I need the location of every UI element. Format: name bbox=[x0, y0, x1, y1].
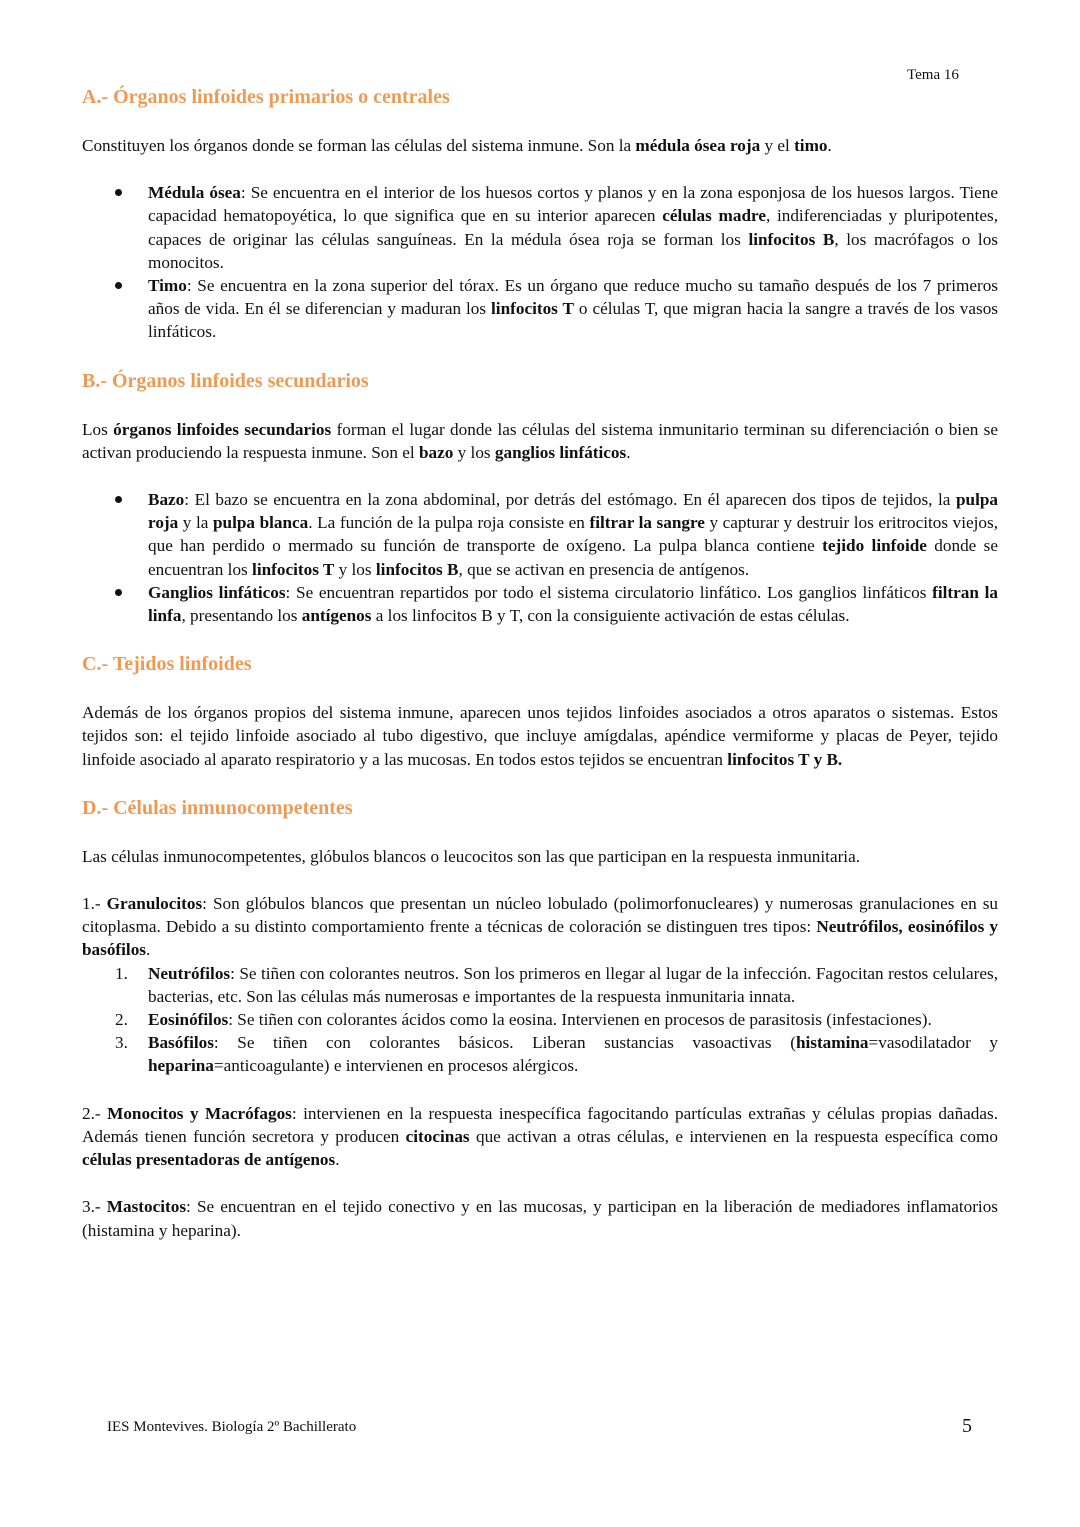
list-item-bazo bbox=[82, 488, 998, 581]
text-run: : Se encuentran en el tejido conectivo y en las mucosas, y participan en la liberación de mediadores inflamatorios (histamina y heparina). bbox=[82, 1197, 998, 1240]
text-run: =anticoagulante) e intervienen en procesos alérgicos. bbox=[213, 1056, 579, 1076]
list-item-ganglios bbox=[82, 581, 998, 627]
section-c-title: C.- Tejidos linfoides bbox=[82, 653, 252, 676]
text-run: donde se encuentran los bbox=[148, 536, 998, 579]
bold-text: linfocitos T y B. bbox=[727, 749, 843, 769]
text-run: 3.- bbox=[82, 1197, 107, 1217]
text-run: y la bbox=[178, 513, 213, 533]
text-run: Los bbox=[82, 419, 114, 439]
text-run: , presentando los bbox=[181, 606, 302, 626]
item-text bbox=[148, 1033, 998, 1075]
text-run: , los macrófagos o los monocitos. bbox=[148, 229, 998, 272]
section-a-list bbox=[82, 181, 998, 343]
item-text bbox=[148, 964, 998, 1006]
text-run: . bbox=[626, 442, 631, 462]
bold-text: Timo bbox=[148, 276, 187, 296]
bold-text: Granulocitos bbox=[106, 894, 203, 914]
text-run: : Se tiñen con colorantes neutros. Son los primeros en llegar al lugar de la infección. Fagocitan restos celulares, bacterias, etc. Son las células más numerosas e importantes de la respuesta inmunitaria innata. bbox=[148, 963, 998, 1006]
text-run: Las células inmunocompetentes, glóbulos blancos o leucocitos son las que participan en la respuesta inmunitaria. bbox=[82, 846, 861, 866]
bold-text: linfocitos B bbox=[748, 229, 835, 249]
bold-text: linfocitos B bbox=[375, 559, 459, 579]
text-run: Además de los órganos propios del sistema inmune, aparecen unos tejidos linfoides asociados a otros aparatos o sistemas. Estos tejidos son: el tejido linfoide asociado al tubo digestivo, que incluye amígdalas, apéndice vermiforme y placas de Peyer, tejido linfoide asociado al aparato respiratorio y a las mucosas. En todos estos tejidos se encuentran bbox=[82, 703, 998, 769]
bold-text: médula ósea roja bbox=[635, 136, 761, 155]
bold-text: Médula ósea bbox=[148, 183, 241, 203]
section-d-intro bbox=[82, 845, 998, 868]
text-run: Constituyen los órganos donde se forman las células del sistema inmune. Son la bbox=[82, 136, 636, 155]
text-run: y los bbox=[334, 559, 376, 579]
text-run: . bbox=[827, 136, 832, 155]
text-run: : Son glóbulos blancos que presentan un núcleo lobulado (polimorfonucleares) y numerosas granulaciones en su citoplasma. Debido a su distinto comportamiento frente a técnicas de coloración se distinguen tres tipos: bbox=[82, 894, 998, 937]
header-topic: Tema 16 bbox=[907, 67, 959, 83]
text-run: : El bazo se encuentra en la zona abdominal, por detrás del estómago. En él aparecen dos tipos de tejidos, la bbox=[184, 490, 956, 510]
section-c-intro bbox=[82, 701, 998, 771]
bold-text: bazo bbox=[418, 442, 454, 462]
text-run: y capturar y destruir los eritrocitos viejos, que han perdido o mermado su función de transporte de oxígeno. La pulpa blanca contiene bbox=[148, 513, 998, 556]
item-number: 3. bbox=[115, 1033, 128, 1053]
bold-text: pulpa blanca bbox=[212, 513, 309, 533]
content bbox=[82, 84, 998, 1266]
bold-text: Ganglios linfáticos bbox=[148, 582, 286, 602]
text-run: : Se encuentran repartidos por todo el sistema circulatorio linfático. Los ganglios linfáticos bbox=[285, 582, 933, 602]
bold-text: histamina bbox=[795, 1033, 869, 1053]
section-d-title: D.- Células inmunocompetentes bbox=[82, 796, 353, 819]
list-item-timo bbox=[82, 274, 998, 344]
bold-text: ganglios linfáticos bbox=[494, 442, 627, 462]
text-run: : Se tiñen con colorantes básicos. Liberan sustancias vasoactivas ( bbox=[213, 1033, 796, 1053]
footer-school: IES Montevives. Biología 2º Bachillerato bbox=[107, 1419, 357, 1435]
text-run: a los linfocitos B y T, con la consiguiente activación de estas células. bbox=[371, 606, 850, 626]
monocitos-paragraph bbox=[82, 1102, 998, 1172]
numbered-item-eosinofilos bbox=[82, 1008, 998, 1031]
text-run: . bbox=[146, 940, 151, 960]
text-run: o células T, que migran hacia la sangre a través de los vasos linfáticos. bbox=[148, 299, 998, 342]
text-run: , indiferenciadas y pluripotentes, capaces de originar las células sanguíneas. En la médula ósea roja se forman los bbox=[148, 206, 998, 249]
text-run: =vasodilatador y bbox=[868, 1033, 998, 1053]
bold-text: filtrar la sangre bbox=[589, 513, 705, 533]
bold-text: Bazo bbox=[148, 490, 185, 510]
granulocitos-paragraph bbox=[82, 892, 998, 962]
bold-text: linfocitos T bbox=[491, 299, 574, 319]
text-run: forman el lugar donde las células del sistema inmunitario terminan su diferenciación o bien se activan produciendo la respuesta inmune. Son el bbox=[82, 419, 998, 462]
text-run: . La función de la pulpa roja consiste en bbox=[308, 513, 590, 533]
bold-text: Neutrófilos, eosinófilos y basófilos bbox=[82, 917, 998, 960]
bold-text: células presentadoras de antígenos bbox=[82, 1150, 336, 1170]
granulocitos-list bbox=[82, 962, 998, 1078]
bold-text: timo bbox=[794, 136, 828, 155]
bold-text: Eosinófilos bbox=[148, 1010, 229, 1030]
bold-text: Neutrófilos bbox=[148, 963, 231, 983]
bold-text: heparina bbox=[148, 1056, 214, 1076]
list-item-medula bbox=[82, 181, 998, 274]
text-run: , que se activan en presencia de antígenos. bbox=[458, 559, 750, 579]
page-number: 5 bbox=[962, 1415, 972, 1437]
bold-text: tejido linfoide bbox=[822, 536, 927, 556]
numbered-item-neutrofilos bbox=[82, 962, 998, 1008]
item-number: 1. bbox=[115, 963, 128, 983]
section-b-title: B.- Órganos linfoides secundarios bbox=[82, 369, 369, 392]
section-b-intro bbox=[82, 418, 998, 464]
text-run: 1.- bbox=[82, 894, 107, 914]
text-run: : Se encuentra en el interior de los huesos cortos y planos y en la zona esponjosa de los huesos largos. Tiene capacidad hematopoyética, lo que significa que en su interior aparecen bbox=[148, 183, 998, 226]
bold-text: pulpa roja bbox=[148, 490, 998, 533]
section-b-list bbox=[82, 488, 998, 627]
bold-text: linfocitos T bbox=[252, 559, 335, 579]
bold-text: Mastocitos bbox=[106, 1197, 187, 1217]
bold-text: Monocitos y Macrófagos bbox=[107, 1103, 292, 1123]
text-run: y el bbox=[760, 136, 795, 155]
numbered-item-basofilos bbox=[82, 1031, 998, 1077]
text-run: que activan a otras células, e intervienen en la respuesta específica como bbox=[469, 1126, 998, 1146]
bold-text: citocinas bbox=[405, 1126, 470, 1146]
bold-text: antígenos bbox=[301, 606, 372, 626]
text-run: : intervienen en la respuesta inespecífica fagocitando partículas extrañas y células propias dañadas. Además tienen función secretora y producen bbox=[82, 1103, 998, 1146]
bold-text: órganos linfoides secundarios bbox=[113, 419, 332, 439]
text-run: . bbox=[335, 1150, 340, 1170]
bold-text: Basófilos bbox=[148, 1033, 214, 1053]
text-run: : Se tiñen con colorantes ácidos como la eosina. Intervienen en procesos de parasitosis (infestaciones). bbox=[228, 1010, 932, 1030]
section-a-title: A.- Órganos linfoides primarios o centrales bbox=[82, 86, 450, 108]
mastocitos-paragraph bbox=[82, 1195, 998, 1241]
text-run: y los bbox=[453, 442, 495, 462]
bold-text: células madre bbox=[662, 206, 766, 226]
section-a-intro bbox=[82, 134, 998, 157]
item-number: 2. bbox=[115, 1010, 128, 1030]
item-text bbox=[148, 1010, 932, 1029]
text-run: 2.- bbox=[82, 1103, 108, 1123]
bold-text: filtran la linfa bbox=[148, 582, 998, 626]
text-run: : Se encuentra en la zona superior del tórax. Es un órgano que reduce mucho su tamaño después de los 7 primeros años de vida. En él se diferencian y maduran los bbox=[148, 276, 998, 319]
